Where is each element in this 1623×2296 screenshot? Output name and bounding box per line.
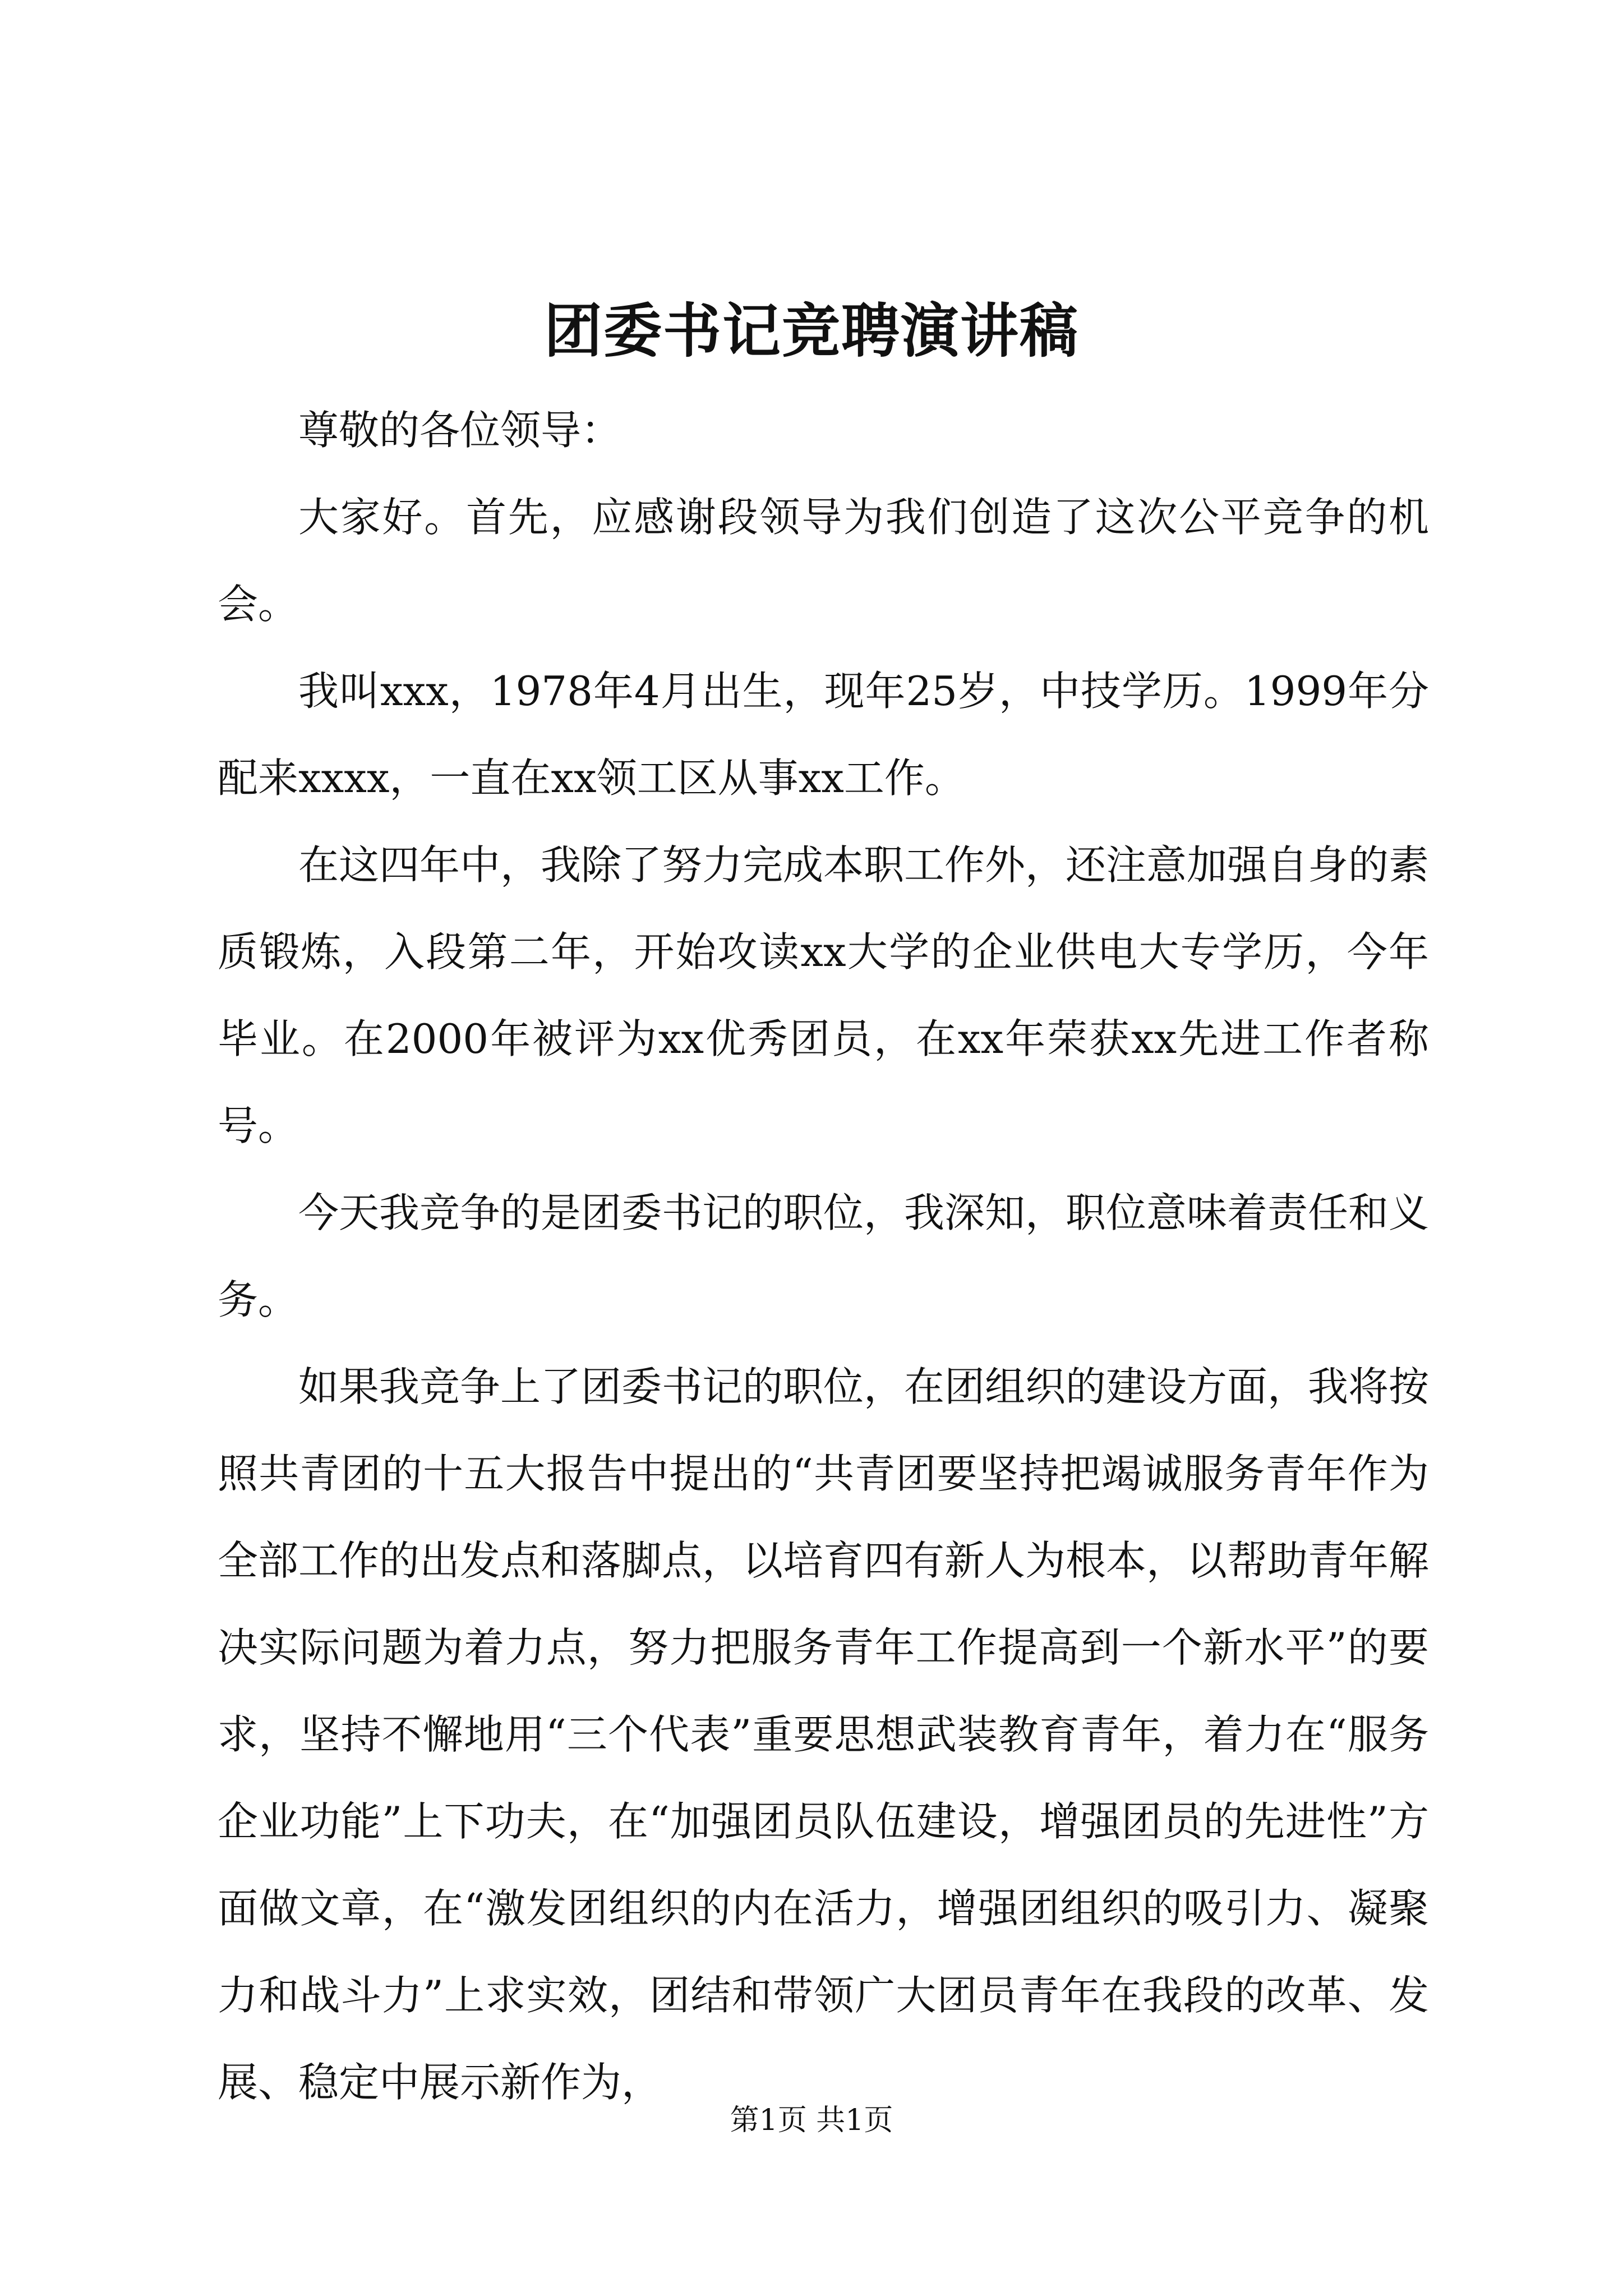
document-title: 团委书记竞聘演讲稿 <box>543 296 1079 365</box>
paragraph-plan: 如果我竞争上了团委书记的职位，在团组织的建设方面，我将按照共青团的十五大报告中提出的“共青团要坚持把竭诚服务青年作为全部工作的出发点和落脚点，以培育四有新人为根本，以帮助青年解决实际问题为着力点，努力把服务青年工作提高到一个新水平”的要求，坚持不懈地用“三个代表”重要思想武装教育青年，着力在“服务企业功能”上下功夫，在“加强团员队伍建设，增强团员的先进性”方面做文章，在“激发团组织的内在活力，增强团组织的吸引力、凝聚力和战斗力”上求实效，团结和带领广大团员青年在我段的改革、发展、稳定中展示新作为， <box>218 1363 1430 2106</box>
paragraph-self-introduction: 我叫xxx，1978年4月出生，现年25岁，中技学历。1999年分配来xxxx，一直在xx领工区从事xx工作。 <box>218 668 1429 802</box>
document-body <box>218 387 1429 2126</box>
paragraph-greeting: 大家好。首先，应感谢段领导为我们创造了这次公平竞争的机会。 <box>218 494 1429 628</box>
paragraph-salutation: 尊敬的各位领导： <box>298 407 622 454</box>
paragraph-experience: 在这四年中，我除了努力完成本职工作外，还注意加强自身的素质锻炼，入段第二年，开始攻读xx大学的企业供电大专学历，今年毕业。在2000年被评为xx优秀团员，在xx年荣获xx先进工作者称号。 <box>218 841 1430 1149</box>
page-footer: 第1页 共1页 <box>730 2104 893 2137</box>
paragraph-position: 今天我竞争的是团委书记的职位，我深知，职位意味着责任和义务。 <box>218 1189 1430 1323</box>
